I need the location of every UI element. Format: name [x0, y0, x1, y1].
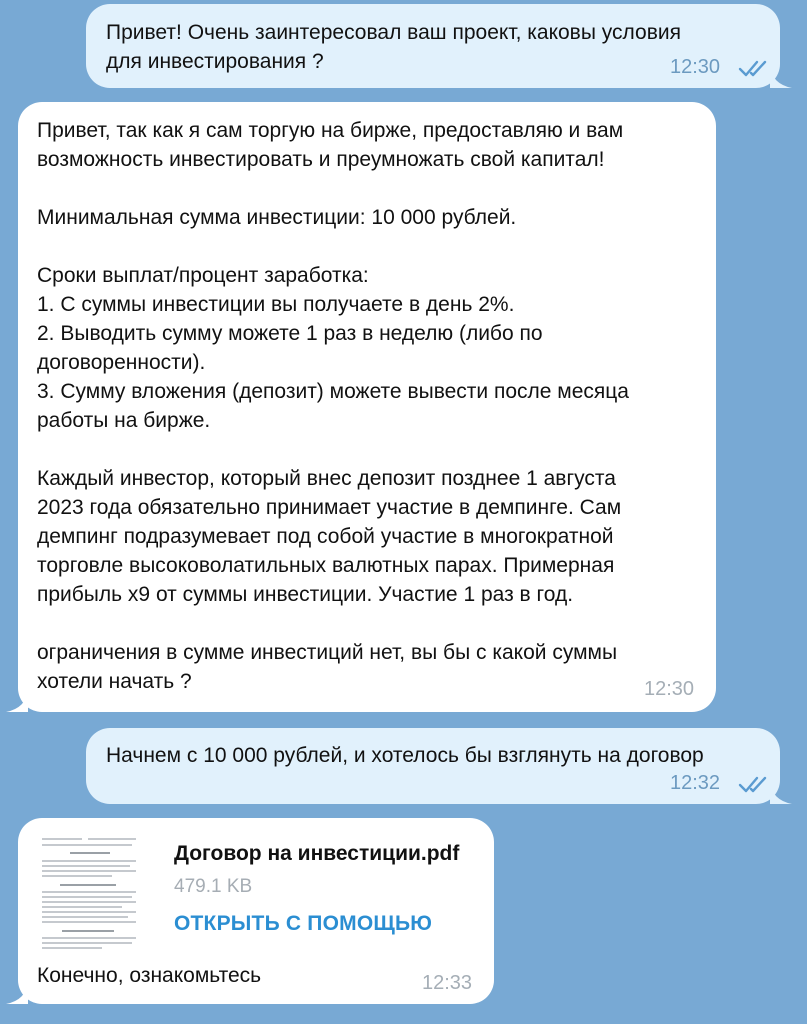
read-double-check-icon: [738, 58, 772, 78]
message-time: 12:30: [644, 678, 695, 700]
message-outgoing-1[interactable]: [86, 4, 780, 88]
document-file-size: 479.1 KB: [174, 876, 253, 897]
bubble-tail: [770, 66, 792, 88]
read-double-check-icon: [738, 774, 772, 794]
message-outgoing-2[interactable]: [86, 728, 780, 804]
message-text: Начнем с 10 000 рублей, и хотелось бы взглянуть на договор: [106, 744, 704, 767]
message-time: 12:32: [670, 772, 721, 794]
bubble-tail: [6, 982, 28, 1004]
document-file-name[interactable]: Договор на инвестиции.pdf: [174, 842, 460, 865]
open-with-button[interactable]: ОТКРЫТЬ С ПОМОЩЬЮ: [174, 912, 433, 935]
message-text: Конечно, ознакомьтесь: [37, 964, 262, 987]
pdf-document-icon[interactable]: [36, 832, 142, 952]
message-incoming-1[interactable]: [18, 102, 716, 712]
message-text: Привет! Очень заинтересовал ваш проект, каковы условия для инвестирования ?: [106, 21, 681, 73]
bubble-tail: [6, 690, 28, 712]
message-time: 12:30: [670, 56, 721, 78]
message-time: 12:33: [422, 972, 473, 994]
message-text: Привет, так как я сам торгую на бирже, предоставляю и вам возможность инвестировать и преумножать свой капитал! Минимальная сумма инвестиции: 10 000 рублей. Сроки выплат/процент заработка: 1. С суммы инвестиции вы получаете в день 2%. 2. Выводить сумму можете 1 раз в неделю (либо по договоренности). 3. Сумму вложения (депозит) можете вывести после месяца работы на бирже. Каждый инвестор, который внес депозит позднее 1 августа 2023 года обязательно принимает участие в демпинге. Сам демпинг подразумевает под собой участие в многократной торговле высоковолатильных валютных парах. Примерная прибыль х9 от суммы инвестиции. Участие 1 раз в год. ограничения в сумме инвестиций нет, вы бы с какой суммы хотели начать ?: [37, 119, 629, 693]
bubble-tail: [770, 782, 792, 804]
